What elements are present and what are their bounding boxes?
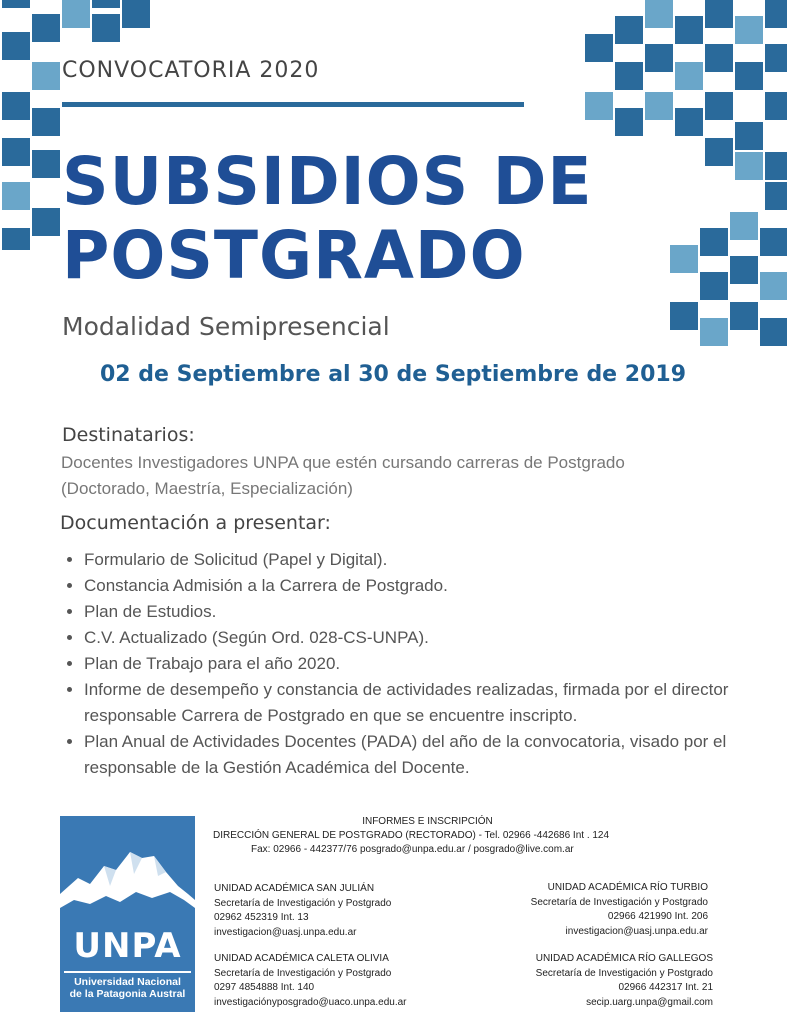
unit-email: investigacion@uasj.unpa.edu.ar [214, 926, 357, 938]
list-item: • Constancia Admisión a la Carrera de Postgrado. [84, 573, 774, 599]
title-line-2: POSTGRADO [62, 217, 526, 294]
unit-caleta-olivia [214, 952, 474, 1010]
destinatarios-heading: Destinatarios: [62, 424, 195, 446]
list-item: • Formulario de Solicitud (Papel y Digital). [84, 547, 774, 573]
unit-email: investigacion@uasj.unpa.edu.ar [565, 925, 708, 937]
informes-line-1: DIRECCIÓN GENERAL DE POSTGRADO (RECTORADO) - Tel. 02966 -442686 Int . 124 [213, 830, 610, 841]
informes-line-2: Fax: 02966 - 442377/76 posgrado@unpa.edu.ar / posgrado@live.com.ar [251, 844, 574, 855]
list-item: • Informe de desempeño y constancia de actividades realizadas, firmada por el director responsable Carrera de Postgrado en que se encuentre inscripto. [84, 677, 774, 729]
unit-name: UNIDAD ACADÉMICA SAN JULIÁN [214, 883, 375, 894]
unit-rio-turbio [470, 881, 708, 939]
logo-acronym: UNPA [73, 926, 182, 966]
logo-subtitle-2: de la Patagonia Austral [69, 988, 186, 1000]
destinatarios-text [61, 450, 721, 502]
unit-phone: 02966 421990 Int. 206 [607, 911, 708, 922]
informes-heading: INFORMES E INSCRIPCIÓN [362, 816, 493, 827]
unit-phone: 0297 4854888 Int. 140 [214, 982, 315, 993]
destinatarios-line-2: (Doctorado, Maestría, Especialización) [61, 479, 353, 498]
destinatarios-line-1: Docentes Investigadores UNPA que estén cursando carreras de Postgrado [61, 453, 625, 472]
unit-name: UNIDAD ACADÉMICA RÍO TURBIO [547, 882, 708, 893]
logo-subtitle-1: Universidad Nacional [74, 976, 181, 988]
convocatoria-label: CONVOCATORIA 2020 [62, 58, 320, 83]
mountain-icon [60, 816, 195, 926]
documentacion-list [62, 547, 774, 781]
dates-range: 02 de Septiembre al 30 de Septiembre de 2019 [100, 362, 686, 387]
unit-phone: 02962 452319 Int. 13 [214, 912, 309, 923]
divider [62, 102, 524, 107]
unit-dept: Secretaría de Investigación y Postgrado [530, 896, 708, 908]
unit-email: investigaciónyposgrado@uaco.unpa.edu.ar [214, 996, 407, 1008]
unpa-logo [60, 816, 195, 1012]
unit-dept: Secretaría de Investigación y Postgrado [214, 897, 392, 909]
title-line-1: SUBSIDIOS DE [62, 143, 593, 220]
unit-phone: 02966 442317 Int. 21 [618, 982, 713, 993]
unit-rio-gallegos [470, 952, 713, 1010]
unit-email: secip.uarg.unpa@gmail.com [586, 996, 713, 1008]
list-item: • Plan de Estudios. [84, 599, 774, 625]
documentacion-heading: Documentación a presentar: [60, 512, 331, 534]
list-item: • Plan de Trabajo para el año 2020. [84, 651, 774, 677]
modality-subtitle: Modalidad Semipresencial [62, 312, 390, 341]
unit-san-julian [214, 882, 454, 940]
unit-dept: Secretaría de Investigación y Postgrado [214, 967, 392, 979]
list-item: • C.V. Actualizado (Según Ord. 028-CS-UNPA). [84, 625, 774, 651]
list-item: • Plan Anual de Actividades Docentes (PADA) del año de la convocatoria, visado por el responsable de la Gestión Académica del Docente. [84, 729, 774, 781]
unit-dept: Secretaría de Investigación y Postgrado [535, 967, 713, 979]
unit-name: UNIDAD ACADÉMICA CALETA OLIVIA [214, 953, 389, 964]
unit-name: UNIDAD ACADÉMICA RÍO GALLEGOS [535, 953, 713, 964]
page-title [62, 145, 593, 293]
